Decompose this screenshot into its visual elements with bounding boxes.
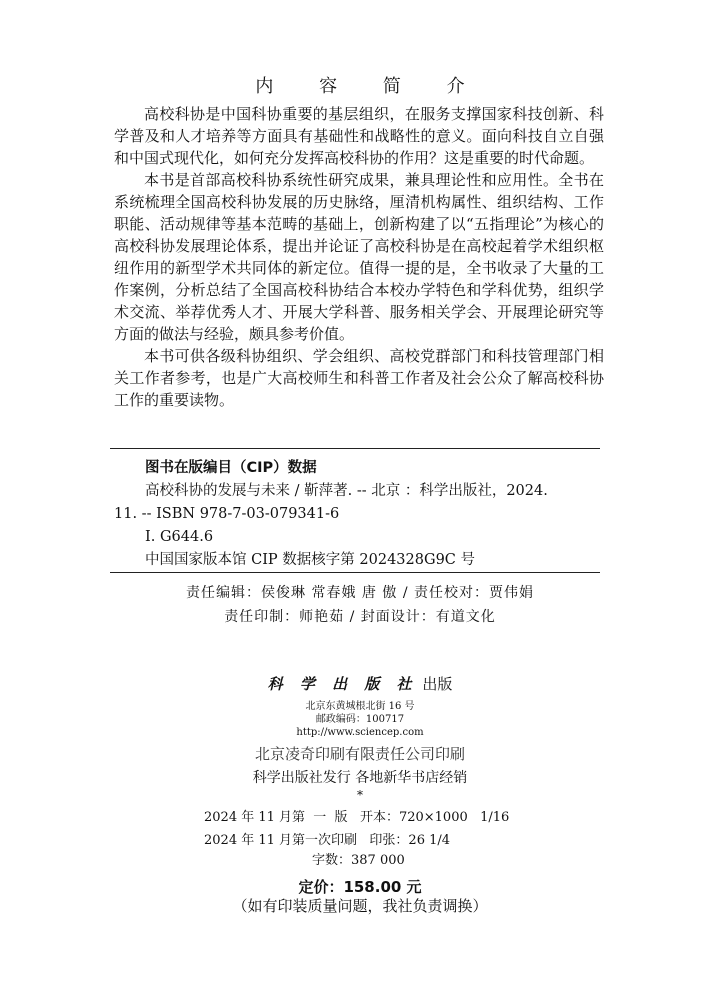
word-count: 字数：387 000 <box>312 853 405 868</box>
cip-bottom-rule <box>110 572 600 573</box>
summary-paragraph: 本书可供各级科协组织、学会组织、高校党群部门和科技管理部门相关工作者参考，也是广大高校师生和科普工作者及社会公众了解高校科协工作的重要读物。 <box>114 347 604 409</box>
cip-top-rule <box>110 448 600 449</box>
publisher-line <box>0 673 720 694</box>
printer-line: 北京凌奇印刷有限责任公司印刷 <box>254 745 465 763</box>
publisher-logo-text: 科 学 出 版 社 <box>267 675 418 693</box>
cip-classification-line: Ⅰ. G644.6 <box>145 529 214 545</box>
cip-heading: 图书在版编目（CIP）数据 <box>145 460 317 476</box>
publisher-postcode: 邮政编码：100717 <box>315 714 405 725</box>
cip-title-line: 高校科协的发展与未来 / 靳萍著. -- 北京 ：科学出版社，2024. <box>145 483 548 499</box>
summary-body <box>114 103 604 411</box>
editor-credits: 责任编辑：侯俊琳 常春娥 唐 傲 / 责任校对：贾伟娟 <box>186 585 534 601</box>
edition-line: 2024 年 11 月第 一 版 开本：720×1000 1/16 <box>204 810 510 825</box>
summary-title: 内 容 简 介 <box>255 76 485 97</box>
price-label: 定价：158.00 元 <box>298 878 422 896</box>
summary-paragraph: 高校科协是中国科协重要的基层组织，在服务支撑国家科技创新、科学普及和人才培养等方面具有基础性和战略性的意义。面向科技自立自强和中国式现代化，如何充分发挥高校科协的作用？这是重要的时代命题。 <box>114 105 604 167</box>
quality-notice: （如有印装质量问题，我社负责调换） <box>232 897 488 915</box>
publisher-suffix: 出版 <box>422 675 453 693</box>
production-credits: 责任印制：师艳茹 / 封面设计：有道文化 <box>224 609 496 625</box>
distribution-line: 科学出版社发行 各地新华书店经销 <box>252 770 468 786</box>
separator-star: * <box>357 788 363 802</box>
printing-line: 2024 年 11 月第一次印刷 印张：26 1/4 <box>204 833 451 848</box>
cip-record-number: 中国国家版本馆 CIP 数据核字第 2024328G9C 号 <box>145 552 475 568</box>
cip-isbn-line: 11. -- ISBN 978-7-03-079341-6 <box>114 506 340 522</box>
summary-paragraph: 本书是首部高校科协系统性研究成果，兼具理论性和应用性。全书在系统梳理全国高校科协发展的历史脉络，厘清机构属性、组织结构、工作职能、活动规律等基本范畴的基础上，创新构建了以“五指理论”为核心的高校科协发展理论体系，提出并论证了高校科协是在高校起着学术组织枢纽作用的新型学术共同体的新定位。值得一提的是，全书收录了大量的工作案例，分析总结了全国高校科协结合本校办学特色和学科优势，组织学术交流、举荐优秀人才、开展大学科普、服务相关学会、开展理论研究等方面的做法与经验，颇具参考价值。 <box>114 171 604 343</box>
publisher-address: 北京东黄城根北街 16 号 <box>305 701 415 712</box>
publisher-url: http://www.sciencep.com <box>296 727 424 738</box>
